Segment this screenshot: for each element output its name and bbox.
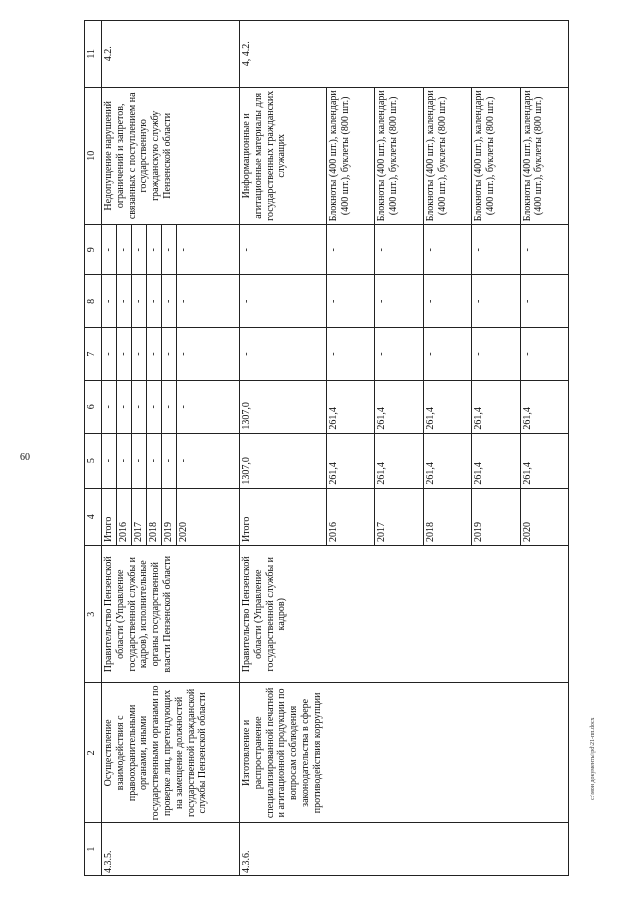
value-cell: 261,4 — [327, 433, 375, 488]
value-cell: - — [520, 275, 568, 328]
value-cell: - — [177, 225, 240, 275]
file-path: c:\мои документы\pd\21-пп.docx — [590, 717, 596, 800]
col-header-11: 11 — [85, 21, 102, 88]
result-text: Блокноты (400 шт.), календари (400 шт.), буклеты (800 шт.) — [423, 87, 471, 225]
year-cell: 2017 — [132, 488, 147, 545]
value-cell: - — [472, 328, 520, 381]
year-cell: 2020 — [520, 488, 568, 545]
executor-text: Правительство Пензенской области (Управление государственной службы и кадров), исполнительные органы государственной власти Пензенской области — [102, 545, 240, 683]
value-cell: - — [472, 225, 520, 275]
value-cell: - — [117, 225, 132, 275]
value-cell: - — [147, 225, 162, 275]
value-cell: - — [132, 380, 147, 433]
value-cell: - — [240, 328, 327, 381]
item-number: 4.3.5. — [102, 823, 240, 876]
result-text: Недопущение нарушений ограничений и запретов, связанных с поступлением на государственную гражданскую службу Пензенской области — [102, 87, 240, 225]
year-cell: 2017 — [375, 488, 423, 545]
value-cell: - — [520, 328, 568, 381]
result-text: Информационные и агитационные материалы для государственных гражданских служащих — [240, 87, 327, 225]
value-cell: - — [375, 225, 423, 275]
year-cell: Итого — [240, 488, 327, 545]
value-cell: 1307,0 — [240, 433, 327, 488]
value-cell: - — [423, 328, 471, 381]
value-cell: 261,4 — [520, 380, 568, 433]
col-header-5: 5 — [85, 433, 102, 488]
col-header-9: 9 — [85, 225, 102, 275]
value-cell: - — [375, 328, 423, 381]
reference-text: 4, 4.2. — [240, 21, 569, 88]
value-cell: - — [423, 225, 471, 275]
year-cell: 2019 — [162, 488, 177, 545]
year-cell: 2018 — [147, 488, 162, 545]
result-text: Блокноты (400 шт.), календари (400 шт.), буклеты (800 шт.) — [327, 87, 375, 225]
value-cell: - — [327, 275, 375, 328]
value-cell: - — [147, 275, 162, 328]
page-number: 60 — [20, 452, 30, 463]
year-cell: 2018 — [423, 488, 471, 545]
activity-text: Изготовление и распространение специализированной печатной и агитационной продукции по вопросам соблюдения законодательства в сфере противодействия коррупции — [240, 683, 569, 823]
value-cell: 261,4 — [327, 380, 375, 433]
value-cell: - — [177, 380, 240, 433]
value-cell: 261,4 — [375, 433, 423, 488]
value-cell: - — [102, 275, 117, 328]
header-row — [85, 21, 102, 876]
result-text: Блокноты (400 шт.), календари (400 шт.), буклеты (800 шт.) — [520, 87, 568, 225]
value-cell: - — [117, 275, 132, 328]
value-cell: - — [102, 433, 117, 488]
value-cell: - — [147, 433, 162, 488]
col-header-3: 3 — [85, 545, 102, 683]
value-cell: - — [177, 275, 240, 328]
value-cell: - — [177, 433, 240, 488]
value-cell: - — [375, 275, 423, 328]
year-cell: 2020 — [177, 488, 240, 545]
value-cell: - — [162, 328, 177, 381]
value-cell: - — [102, 225, 117, 275]
value-cell: 261,4 — [423, 380, 471, 433]
result-text: Блокноты (400 шт.), календари (400 шт.), буклеты (800 шт.) — [472, 87, 520, 225]
value-cell: - — [162, 433, 177, 488]
value-cell: - — [132, 275, 147, 328]
value-cell: 261,4 — [472, 433, 520, 488]
value-cell: 261,4 — [375, 380, 423, 433]
table-row — [102, 21, 117, 876]
activity-text: Осуществление взаимодействия с правоохранительными органами, иными государственными органами по проверке лиц, претендующих на замещение должностей государственной гражданской службы Пензенской области — [102, 683, 240, 823]
value-cell: - — [240, 275, 327, 328]
col-header-8: 8 — [85, 275, 102, 328]
year-cell: 2019 — [472, 488, 520, 545]
reference-text: 4.2. — [102, 21, 240, 88]
table-row — [240, 21, 327, 876]
measures-table — [84, 20, 569, 876]
value-cell: - — [423, 275, 471, 328]
col-header-7: 7 — [85, 328, 102, 381]
value-cell: - — [117, 433, 132, 488]
value-cell: - — [102, 380, 117, 433]
col-header-2: 2 — [85, 683, 102, 823]
col-header-4: 4 — [85, 488, 102, 545]
item-number: 4.3.6. — [240, 823, 569, 876]
value-cell: - — [177, 328, 240, 381]
value-cell: - — [102, 328, 117, 381]
col-header-10: 10 — [85, 87, 102, 225]
year-cell: 2016 — [327, 488, 375, 545]
value-cell: - — [162, 275, 177, 328]
value-cell: 1307,0 — [240, 380, 327, 433]
value-cell: 261,4 — [423, 433, 471, 488]
executor-text: Правительство Пензенской области (Управление государственной службы и кадров) — [240, 545, 569, 683]
value-cell: - — [147, 380, 162, 433]
value-cell: - — [327, 328, 375, 381]
value-cell: 261,4 — [472, 380, 520, 433]
value-cell: - — [520, 225, 568, 275]
value-cell: 261,4 — [520, 433, 568, 488]
rotated-table-container — [84, 20, 569, 876]
year-cell: Итого — [102, 488, 117, 545]
value-cell: - — [147, 328, 162, 381]
col-header-6: 6 — [85, 380, 102, 433]
value-cell: - — [327, 225, 375, 275]
value-cell: - — [162, 225, 177, 275]
value-cell: - — [132, 433, 147, 488]
value-cell: - — [132, 328, 147, 381]
year-cell: 2016 — [117, 488, 132, 545]
col-header-1: 1 — [85, 823, 102, 876]
value-cell: - — [240, 225, 327, 275]
value-cell: - — [162, 380, 177, 433]
value-cell: - — [472, 275, 520, 328]
result-text: Блокноты (400 шт.), календари (400 шт.), буклеты (800 шт.) — [375, 87, 423, 225]
value-cell: - — [132, 225, 147, 275]
value-cell: - — [117, 328, 132, 381]
value-cell: - — [117, 380, 132, 433]
